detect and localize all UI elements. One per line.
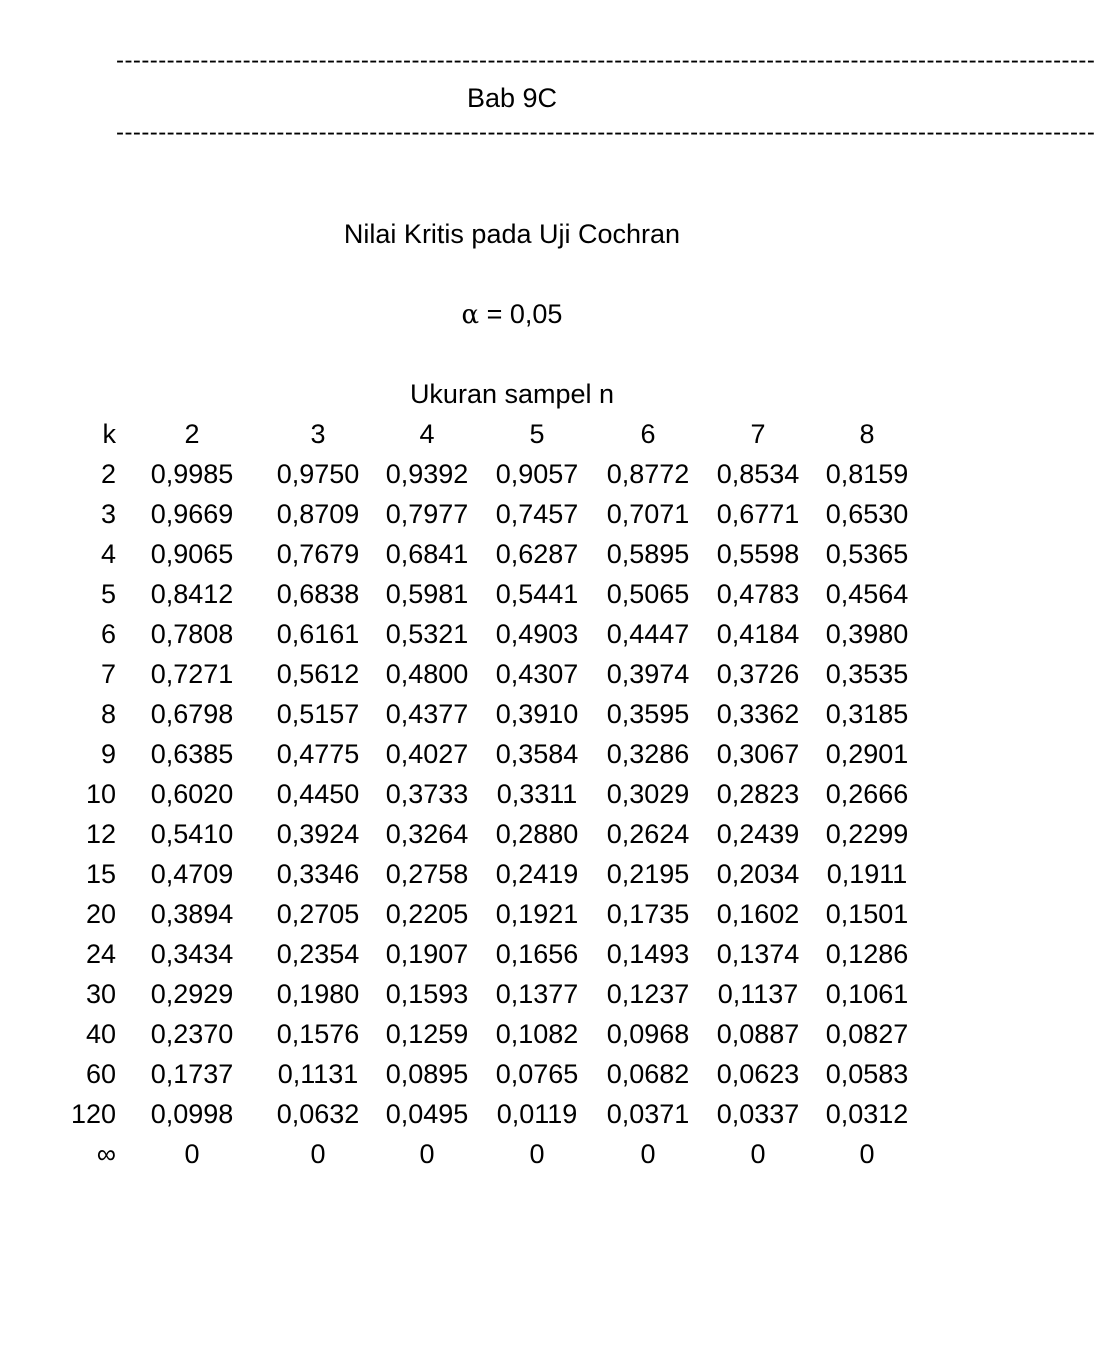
- critical-value-cell: 0,4027: [385, 738, 469, 769]
- k-value-cell: 4: [100, 538, 116, 569]
- column-header-n: 3: [310, 418, 326, 449]
- critical-value-cell: 0,9057: [495, 458, 579, 489]
- critical-value-cell: 0,3726: [716, 658, 800, 689]
- critical-value-cell: 0,2901: [825, 738, 909, 769]
- critical-value-cell: 0,6798: [150, 698, 234, 729]
- critical-value-cell: 0,3974: [606, 658, 690, 689]
- critical-value-cell: 0,1286: [825, 938, 909, 969]
- k-value-cell: 5: [100, 578, 116, 609]
- critical-value-cell: 0,8159: [825, 458, 909, 489]
- critical-value-cell: 0,1735: [606, 898, 690, 929]
- table-row: [0, 934, 926, 974]
- critical-value-cell: 0,9065: [150, 538, 234, 569]
- k-value-cell: 7: [100, 658, 116, 689]
- column-header-row: [0, 414, 926, 454]
- critical-value-cell: 0,5157: [276, 698, 360, 729]
- critical-value-cell: 0,6161: [276, 618, 360, 649]
- table-body: [0, 454, 926, 1174]
- critical-value-cell: 0,2624: [606, 818, 690, 849]
- table-title: Nilai Kritis pada Uji Cochran: [343, 219, 681, 249]
- critical-value-cell: 0,7071: [606, 498, 690, 529]
- critical-value-cell: 0,6385: [150, 738, 234, 769]
- critical-value-cell: 0,4307: [495, 658, 579, 689]
- table-row: [0, 1054, 926, 1094]
- k-value-cell: 2: [100, 458, 116, 489]
- critical-value-cell: 0,0968: [606, 1018, 690, 1049]
- critical-value-cell: 0,0827: [825, 1018, 909, 1049]
- critical-value-cell: 0,1377: [495, 978, 579, 1009]
- k-value-cell: 60: [85, 1058, 116, 1089]
- critical-value-cell: 0,2758: [385, 858, 469, 889]
- critical-value-cell: 0,5598: [716, 538, 800, 569]
- critical-value-cell: 0,4775: [276, 738, 360, 769]
- critical-value-cell: 0,7808: [150, 618, 234, 649]
- critical-value-cell: 0,7271: [150, 658, 234, 689]
- critical-value-cell: 0,3584: [495, 738, 579, 769]
- critical-value-cell: 0,1501: [825, 898, 909, 929]
- table-row: [0, 974, 926, 1014]
- critical-value-cell: 0,1576: [276, 1018, 360, 1049]
- column-header-n: 7: [750, 418, 766, 449]
- table-row: [0, 854, 926, 894]
- critical-value-cell: 0,2195: [606, 858, 690, 889]
- critical-value-cell: 0,2034: [716, 858, 800, 889]
- k-value-cell: 6: [100, 618, 116, 649]
- k-value-cell: 12: [85, 818, 116, 849]
- critical-value-cell: 0,0632: [276, 1098, 360, 1129]
- critical-value-cell: 0,0682: [606, 1058, 690, 1089]
- critical-value-cell: 0,2880: [495, 818, 579, 849]
- table-row: [0, 894, 926, 934]
- critical-value-cell: 0,0887: [716, 1018, 800, 1049]
- critical-value-cell: 0: [529, 1138, 545, 1169]
- critical-value-cell: 0,0371: [606, 1098, 690, 1129]
- critical-value-cell: 0,3733: [385, 778, 469, 809]
- critical-value-cell: 0,5981: [385, 578, 469, 609]
- table-row: [0, 454, 926, 494]
- critical-value-cell: 0,3362: [716, 698, 800, 729]
- critical-value-cell: 0,5365: [825, 538, 909, 569]
- critical-value-cell: 0,4783: [716, 578, 800, 609]
- critical-value-cell: 0,1137: [717, 978, 799, 1009]
- critical-value-cell: 0,0765: [495, 1058, 579, 1089]
- k-value-cell: 9: [100, 738, 116, 769]
- critical-value-cell: 0,8534: [716, 458, 800, 489]
- column-header-n: 5: [529, 418, 545, 449]
- table-row: [0, 494, 926, 534]
- critical-value-cell: 0,6838: [276, 578, 360, 609]
- critical-value-cell: 0,1921: [495, 898, 579, 929]
- critical-value-cell: 0,1907: [385, 938, 469, 969]
- column-header-n: 2: [184, 418, 200, 449]
- table-row: [0, 774, 926, 814]
- critical-value-cell: 0,2205: [385, 898, 469, 929]
- critical-value-cell: 0,6287: [495, 538, 579, 569]
- critical-value-cell: 0,1061: [825, 978, 909, 1009]
- critical-value-cell: 0,2823: [716, 778, 800, 809]
- critical-value-cell: 0,0312: [825, 1098, 909, 1129]
- column-header-n: 6: [640, 418, 656, 449]
- critical-value-cell: 0,5065: [606, 578, 690, 609]
- critical-values-table: [0, 414, 926, 1174]
- critical-value-cell: 0,1980: [276, 978, 360, 1009]
- critical-value-cell: 0,1131: [277, 1058, 359, 1089]
- critical-value-cell: 0: [310, 1138, 326, 1169]
- critical-value-cell: 0,0337: [716, 1098, 800, 1129]
- table-row: [0, 734, 926, 774]
- critical-value-cell: 0,0998: [150, 1098, 234, 1129]
- critical-value-cell: 0,9985: [150, 458, 234, 489]
- critical-value-cell: 0,5441: [495, 578, 579, 609]
- k-header: k: [102, 418, 116, 449]
- critical-value-cell: 0,3894: [150, 898, 234, 929]
- critical-value-cell: 0: [859, 1138, 875, 1169]
- critical-value-cell: 0,6771: [716, 498, 800, 529]
- critical-value-cell: 0,3595: [606, 698, 690, 729]
- critical-value-cell: 0,3029: [606, 778, 690, 809]
- critical-value-cell: 0,4709: [150, 858, 234, 889]
- critical-value-cell: 0,5895: [606, 538, 690, 569]
- critical-value-cell: 0,0583: [825, 1058, 909, 1089]
- critical-value-cell: 0,5321: [385, 618, 469, 649]
- critical-value-cell: 0,6020: [150, 778, 234, 809]
- critical-value-cell: 0,7977: [385, 498, 469, 529]
- sample-size-header: Ukuran sampel n: [409, 379, 615, 409]
- critical-value-cell: 0,2439: [716, 818, 800, 849]
- critical-value-cell: 0,4450: [276, 778, 360, 809]
- k-value-cell: 8: [100, 698, 116, 729]
- critical-value-cell: 0,4184: [716, 618, 800, 649]
- critical-value-cell: 0,2354: [276, 938, 360, 969]
- alpha-symbol: α: [461, 300, 480, 330]
- critical-value-cell: 0,0119: [496, 1098, 578, 1129]
- k-value-cell: 30: [85, 978, 116, 1009]
- critical-value-cell: 0,9392: [385, 458, 469, 489]
- critical-value-cell: 0,3264: [385, 818, 469, 849]
- critical-value-cell: 0,1237: [606, 978, 690, 1009]
- k-value-cell: 120: [70, 1098, 116, 1129]
- k-value-cell: 15: [85, 858, 116, 889]
- critical-value-cell: 0,7457: [495, 498, 579, 529]
- critical-value-cell: 0: [640, 1138, 656, 1169]
- critical-value-cell: 0,0623: [716, 1058, 800, 1089]
- critical-value-cell: 0,2419: [495, 858, 579, 889]
- critical-value-cell: 0,4377: [385, 698, 469, 729]
- table-row: [0, 1014, 926, 1054]
- critical-value-cell: 0,9669: [150, 498, 234, 529]
- critical-value-cell: 0,3535: [825, 658, 909, 689]
- critical-value-cell: 0,4800: [385, 658, 469, 689]
- table-row: [0, 694, 926, 734]
- k-value-cell: 10: [85, 778, 116, 809]
- critical-value-cell: 0,0495: [385, 1098, 469, 1129]
- critical-value-cell: 0,1911: [826, 858, 908, 889]
- critical-value-cell: 0,1593: [385, 978, 469, 1009]
- critical-value-cell: 0,1493: [606, 938, 690, 969]
- critical-value-cell: 0,3910: [495, 698, 579, 729]
- critical-value-cell: 0,7679: [276, 538, 360, 569]
- critical-value-cell: 0,3067: [716, 738, 800, 769]
- critical-value-cell: 0,4447: [606, 618, 690, 649]
- chapter-heading: Bab 9C: [466, 83, 558, 113]
- critical-value-cell: 0,2299: [825, 818, 909, 849]
- k-value-cell: 24: [85, 938, 116, 969]
- critical-value-cell: 0,3311: [496, 778, 578, 809]
- critical-value-cell: 0,4564: [825, 578, 909, 609]
- table-row: [0, 574, 926, 614]
- alpha-line: [0, 298, 1024, 331]
- critical-value-cell: 0,2666: [825, 778, 909, 809]
- critical-value-cell: 0: [184, 1138, 200, 1169]
- critical-value-cell: 0,1656: [495, 938, 579, 969]
- critical-value-cell: 0,2370: [150, 1018, 234, 1049]
- table-row: [0, 654, 926, 694]
- table-row: [0, 814, 926, 854]
- critical-value-cell: 0,9750: [276, 458, 360, 489]
- table-row: [0, 614, 926, 654]
- critical-value-cell: 0,2929: [150, 978, 234, 1009]
- k-value-cell: 20: [85, 898, 116, 929]
- critical-value-cell: 0,4903: [495, 618, 579, 649]
- critical-value-cell: 0,1259: [385, 1018, 469, 1049]
- critical-value-cell: 0,2705: [276, 898, 360, 929]
- critical-value-cell: 0,8709: [276, 498, 360, 529]
- critical-value-cell: 0,1082: [495, 1018, 579, 1049]
- critical-value-cell: 0,1374: [716, 938, 800, 969]
- table-row: [0, 1134, 926, 1174]
- k-value-cell: 3: [100, 498, 116, 529]
- critical-value-cell: 0,5410: [150, 818, 234, 849]
- critical-value-cell: 0,3924: [276, 818, 360, 849]
- critical-value-cell: 0,3980: [825, 618, 909, 649]
- critical-value-cell: 0,0895: [385, 1058, 469, 1089]
- critical-value-cell: 0,5612: [276, 658, 360, 689]
- bottom-dashed-rule: --------------------------------------------------------------------------------------------------------------------: [116, 119, 1095, 146]
- critical-value-cell: 0,3434: [150, 938, 234, 969]
- critical-value-cell: 0,3286: [606, 738, 690, 769]
- critical-value-cell: 0,8772: [606, 458, 690, 489]
- critical-value-cell: 0,1602: [716, 898, 800, 929]
- k-value-cell: ∞: [96, 1138, 116, 1169]
- column-header-n: 8: [859, 418, 875, 449]
- column-header-n: 4: [419, 418, 435, 449]
- critical-value-cell: 0: [419, 1138, 435, 1169]
- table-row: [0, 1094, 926, 1134]
- critical-value-cell: 0: [750, 1138, 766, 1169]
- critical-value-cell: 0,1737: [150, 1058, 234, 1089]
- top-dashed-rule: --------------------------------------------------------------------------------------------------------------------: [116, 47, 1095, 74]
- critical-value-cell: 0,3185: [825, 698, 909, 729]
- table-row: [0, 534, 926, 574]
- critical-value-cell: 0,6530: [825, 498, 909, 529]
- critical-value-cell: 0,6841: [385, 538, 469, 569]
- alpha-value: = 0,05: [479, 299, 563, 329]
- critical-value-cell: 0,3346: [276, 858, 360, 889]
- critical-value-cell: 0,8412: [150, 578, 234, 609]
- k-value-cell: 40: [85, 1018, 116, 1049]
